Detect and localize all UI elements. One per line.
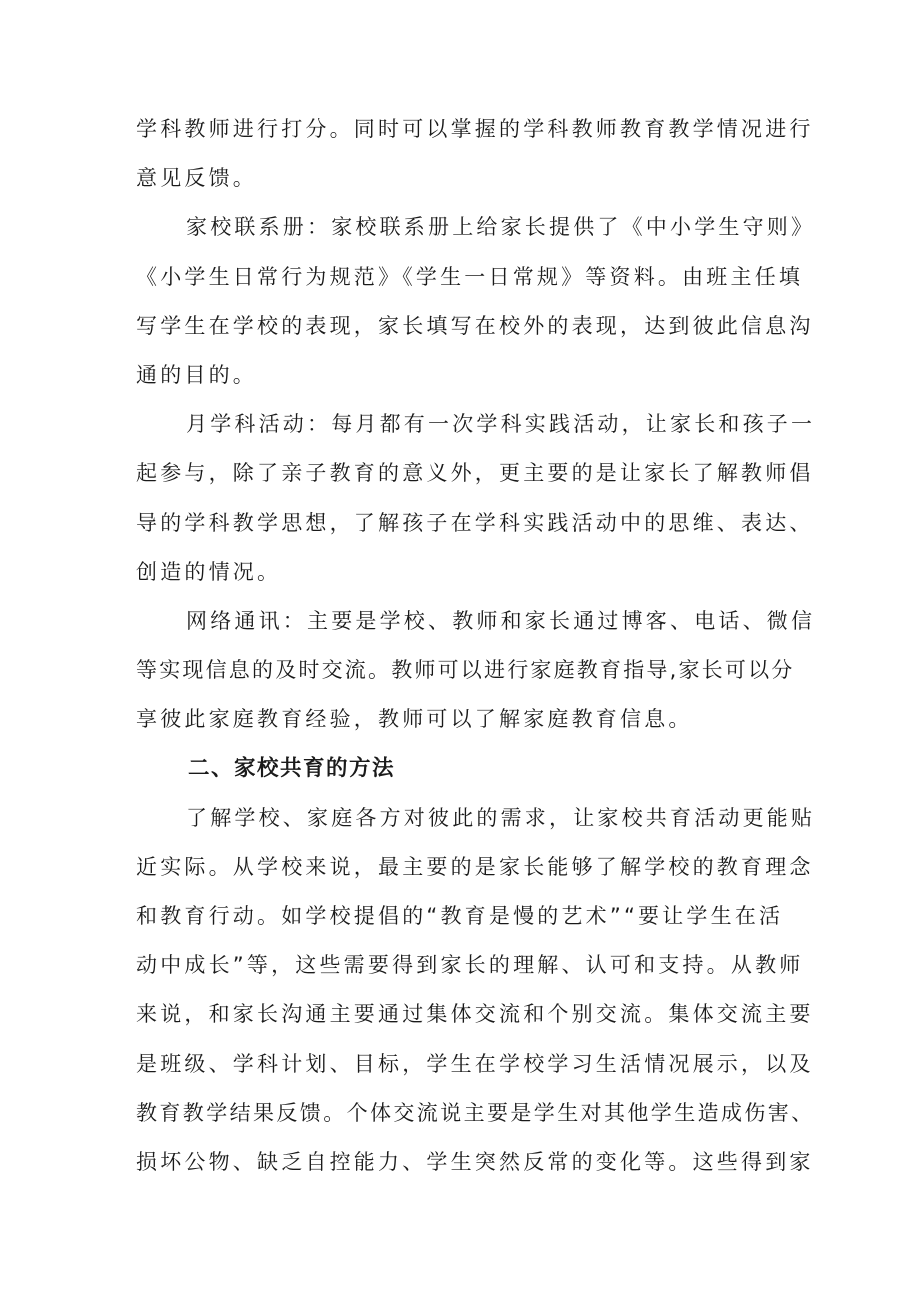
text-line: 等实现信息的及时交流。教师可以进行家庭教育指导,家长可以分	[136, 658, 795, 683]
text-line: 损坏公物、缺乏自控能力、学生突然反常的变化等。这些得到家	[136, 1149, 814, 1174]
paragraph-start-line: 网络通讯：主要是学校、教师和家长通过博客、电话、微信	[186, 608, 816, 633]
text-line: 是班级、学科计划、目标，学生在学校学习生活情况展示，以及	[136, 1051, 814, 1076]
text-line: 创造的情况。	[136, 559, 282, 584]
text-line: 教育教学结果反馈。个体交流说主要是学生对其他学生造成伤害、	[136, 1100, 815, 1125]
text-line: 意见反馈。	[136, 166, 257, 191]
text-line: 动中成长”等，这些需要得到家长的理解、认可和支持。从教师	[136, 953, 804, 978]
text-line: 学科教师进行打分。同时可以掌握的学科教师教育教学情况进行	[136, 117, 814, 141]
text-line: 《小学生日常行为规范》《学生一日常规》等资料。由班主任填	[136, 264, 804, 289]
paragraph-start-line: 了解学校、家庭各方对彼此的需求，让家校共育活动更能贴	[186, 805, 816, 830]
document-body	[136, 105, 816, 1187]
paragraph-start-line: 家校联系册：家校联系册上给家长提供了《中小学生守则》	[186, 215, 816, 240]
paragraph-start-line: 月学科活动：每月都有一次学科实践活动，让家长和孩子一	[186, 412, 816, 437]
text-line: 通的目的。	[136, 362, 257, 387]
text-line: 导的学科教学思想，了解孩子在学科实践活动中的思维、表达、	[136, 510, 814, 535]
text-line: 写学生在学校的表现，家长填写在校外的表现，达到彼此信息沟	[136, 313, 814, 338]
text-line: 享彼此家庭教育经验，教师可以了解家庭教育信息。	[136, 707, 693, 732]
text-line: 和教育行动。如学校提倡的“教育是慢的艺术”“要让学生在活	[136, 904, 784, 928]
text-line: 近实际。从学校来说，最主要的是家长能够了解学校的教育理念	[136, 854, 814, 879]
text-line: 来说，和家长沟通主要通过集体交流和个别交流。集体交流主要	[136, 1002, 814, 1027]
text-line: 起参与，除了亲子教育的意义外，更主要的是让家长了解教师倡	[136, 461, 814, 486]
section-heading: 二、家校共育的方法	[188, 756, 396, 782]
